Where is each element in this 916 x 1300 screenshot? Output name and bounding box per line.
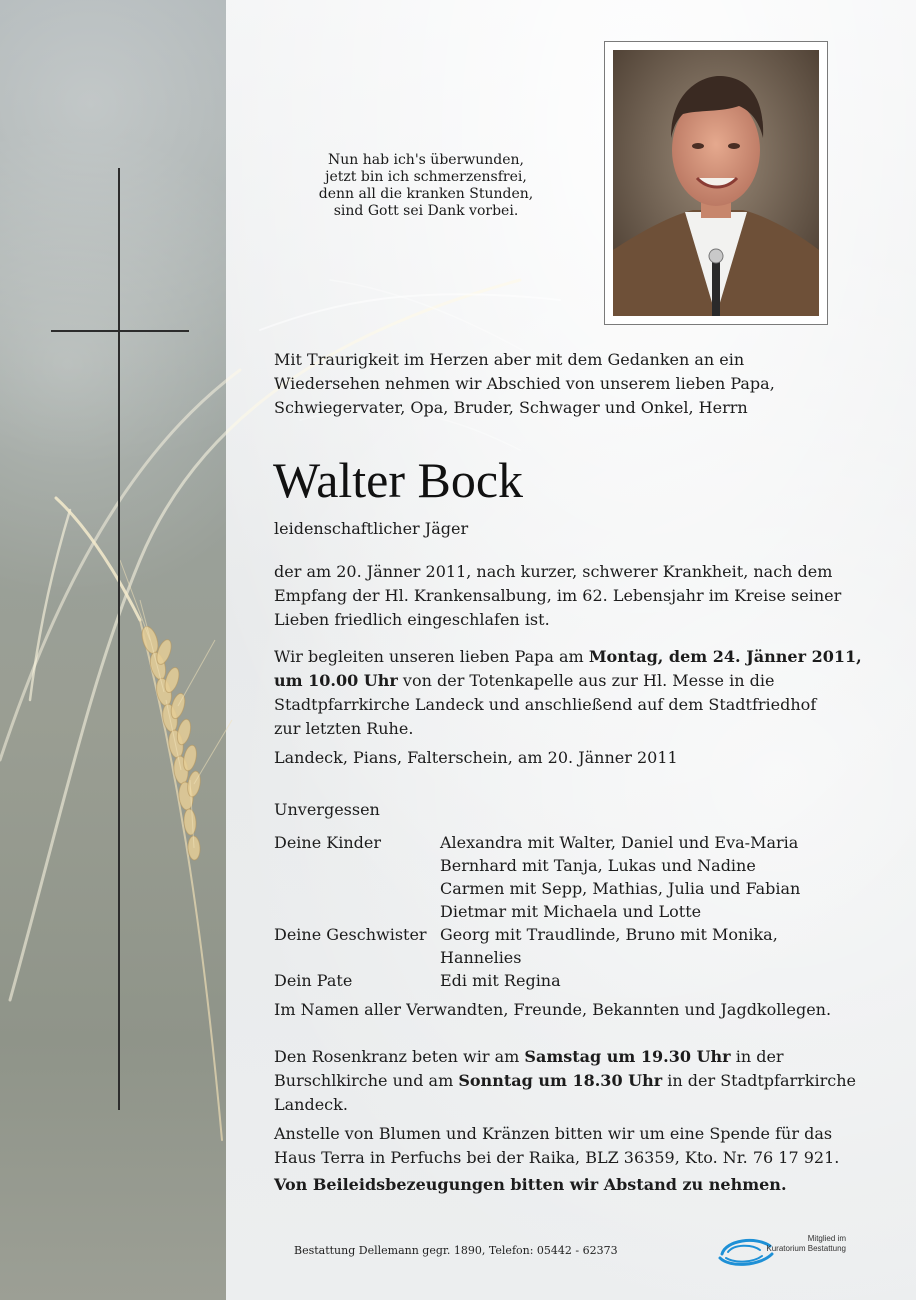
relatives-names bbox=[440, 923, 778, 969]
rosary-text: in der bbox=[730, 1047, 784, 1066]
relatives-label: Dein Pate bbox=[274, 971, 353, 990]
cross-horizontal-bar bbox=[51, 330, 189, 332]
logo-caption bbox=[762, 1234, 846, 1254]
relatives-list bbox=[274, 831, 800, 992]
deceased-name: Walter Bock bbox=[273, 452, 524, 508]
deceased-description: leidenschaftlicher Jäger bbox=[274, 519, 469, 538]
donation-line: Anstelle von Blumen und Kränzen bitten wir um eine Spende für das bbox=[274, 1124, 833, 1143]
relatives-children-row bbox=[274, 831, 800, 923]
funeral-line bbox=[274, 645, 862, 669]
funeral-line: zur letzten Ruhe. bbox=[274, 719, 414, 738]
rosary-text: in der Stadtpfarrkirche bbox=[662, 1071, 856, 1090]
funeral-paragraph bbox=[274, 645, 862, 741]
rosary-line: Landeck. bbox=[274, 1095, 348, 1114]
relative-entry: Alexandra mit Walter, Daniel und Eva-Maria bbox=[440, 833, 799, 852]
funeral-text: von der Totenkapelle aus zur Hl. Messe in die bbox=[397, 671, 775, 690]
logo-line: Mitglied im bbox=[807, 1234, 846, 1243]
kuratorium-logo bbox=[716, 1232, 850, 1272]
decorative-side-strip bbox=[0, 0, 226, 1300]
donation-paragraph bbox=[274, 1122, 854, 1170]
rosary-line bbox=[274, 1069, 854, 1093]
logo-line: Kuratorium Bestattung bbox=[766, 1244, 846, 1253]
relatives-names bbox=[440, 831, 800, 923]
poem-line: denn all die kranken Stunden, bbox=[318, 186, 534, 202]
death-notice-paragraph bbox=[274, 560, 854, 632]
portrait-illustration bbox=[613, 50, 819, 316]
relative-entry: Edi mit Regina bbox=[440, 971, 561, 990]
poem-line: sind Gott sei Dank vorbei. bbox=[333, 203, 519, 219]
funeral-line: Stadtpfarrkirche Landeck und anschließend auf dem Stadtfriedhof bbox=[274, 695, 817, 714]
rosary-paragraph bbox=[274, 1045, 854, 1117]
funeral-date: Montag, dem 24. Jänner 2011, bbox=[588, 647, 862, 666]
intro-line: Schwiegervater, Opa, Bruder, Schwager und Onkel, Herrn bbox=[274, 398, 748, 417]
notice-line: der am 20. Jänner 2011, nach kurzer, schwerer Krankheit, nach dem bbox=[274, 562, 833, 581]
relatives-label: Deine Kinder bbox=[274, 833, 382, 852]
poem-line: Nun hab ich's überwunden, bbox=[327, 152, 524, 168]
funeral-time: um 10.00 Uhr bbox=[274, 671, 398, 690]
rosary-text: Den Rosenkranz beten wir am bbox=[274, 1047, 525, 1066]
intro-line: Mit Traurigkeit im Herzen aber mit dem Gedanken an ein bbox=[274, 350, 745, 369]
donation-line: Haus Terra in Perfuchs bei der Raika, BLZ 36359, Kto. Nr. 76 17 921. bbox=[274, 1148, 840, 1167]
relatives-label: Deine Geschwister bbox=[274, 925, 427, 944]
poem-line: jetzt bin ich schmerzensfrei, bbox=[325, 169, 527, 185]
place-and-date: Landeck, Pians, Falterschein, am 20. Jänner 2011 bbox=[274, 748, 678, 767]
undertaker-footer: Bestattung Dellemann gegr. 1890, Telefon: 05442 - 62373 bbox=[294, 1244, 618, 1257]
unvergessen-heading: Unvergessen bbox=[274, 800, 380, 819]
rosary-text: Burschlkirche und am bbox=[274, 1071, 459, 1090]
announcement-intro bbox=[274, 348, 854, 420]
condolence-note: Von Beileidsbezeugungen bitten wir Abstand zu nehmen. bbox=[274, 1175, 787, 1194]
funeral-line bbox=[274, 669, 854, 693]
rosary-time: Sonntag um 18.30 Uhr bbox=[458, 1071, 663, 1090]
relatives-godchild-row bbox=[274, 969, 800, 992]
intro-line: Wiedersehen nehmen wir Abschied von unserem lieben Papa, bbox=[274, 374, 775, 393]
relative-entry: Dietmar mit Michaela und Lotte bbox=[440, 902, 702, 921]
relative-entry: Bernhard mit Tanja, Lukas und Nadine bbox=[440, 856, 756, 875]
portrait-photo bbox=[604, 41, 828, 325]
relative-entry: Hannelies bbox=[440, 948, 522, 967]
cross-vertical-bar bbox=[118, 168, 120, 1110]
relative-entry: Georg mit Traudlinde, Bruno mit Monika, bbox=[440, 925, 778, 944]
funeral-text: Wir begleiten unseren lieben Papa am bbox=[274, 647, 589, 666]
relative-entry: Carmen mit Sepp, Mathias, Julia und Fabian bbox=[440, 879, 801, 898]
on-behalf-line: Im Namen aller Verwandten, Freunde, Bekannten und Jagdkollegen. bbox=[274, 1000, 832, 1019]
rosary-line bbox=[274, 1045, 854, 1069]
relatives-siblings-row bbox=[274, 923, 800, 969]
notice-line: Lieben friedlich eingeschlafen ist. bbox=[274, 610, 550, 629]
notice-line: Empfang der Hl. Krankensalbung, im 62. Lebensjahr im Kreise seiner bbox=[274, 586, 842, 605]
memorial-poem bbox=[296, 152, 556, 220]
rosary-time: Samstag um 19.30 Uhr bbox=[524, 1047, 731, 1066]
relatives-names bbox=[440, 969, 561, 992]
